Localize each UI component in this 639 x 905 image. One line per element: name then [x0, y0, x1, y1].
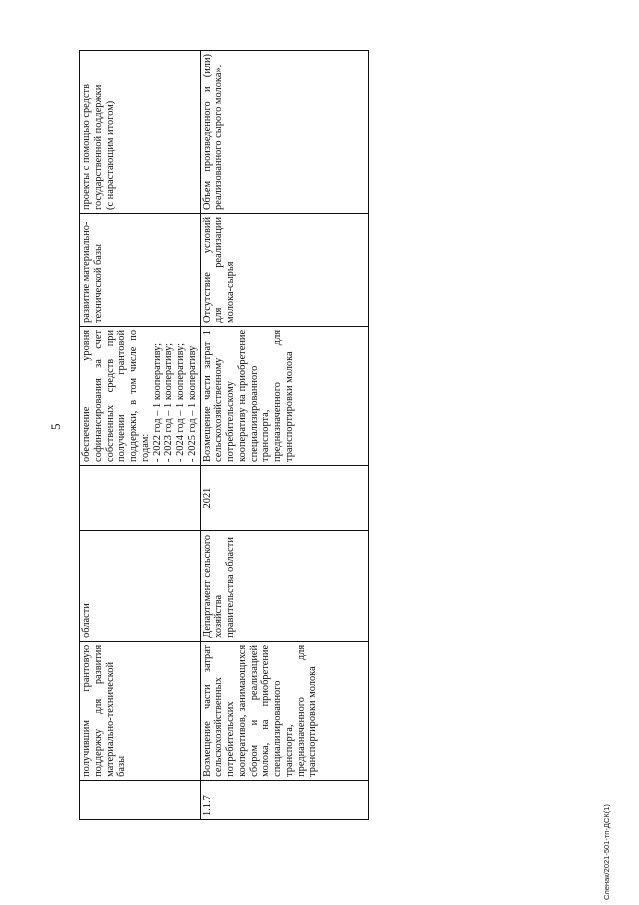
measures-table: [79, 50, 369, 820]
problem-cell: Отсутствие условий для реализации молока-сырья: [200, 213, 368, 326]
indicator-cell: Объем произведенного и (или) реализованного сырого молока».: [200, 51, 368, 214]
result-cell: Возмещение части затрат 1 сельскохозяйственному потребительскому кооперативу на приобретение специализированного транспорта, предназначенного для транспортировки молока: [200, 326, 368, 465]
event-cell: Возмещение части затрат сельскохозяйственных потребительских кооперативов, занимающихся сбором и реализацией молока, на приобретение специализированного транспорта, предназначенного для транспортировки молока: [200, 641, 368, 780]
table-row: [200, 51, 368, 820]
indicator-cell: проекты с помощью средств государственной поддержки (с нарастающим итогом): [80, 51, 201, 214]
year-cell: 2021: [200, 465, 368, 530]
result-cell: обеспечение уровня софинансирования за счет собственных средств при получении грантовой поддержки, в том числе по годам: - 2022 год – 1 кооперативу; - 2023 год – 1 кооперативу; - 2024 год – 1 кооперативу; - 2025 год – 1 кооперативу: [80, 326, 201, 465]
row-number-cell: [80, 780, 201, 819]
rotated-table-container: [79, 50, 359, 820]
row-number-cell: 1.1.7: [200, 780, 368, 819]
responsible-cell: области: [80, 531, 201, 642]
year-cell: [80, 465, 201, 530]
document-reference: Сленак/2021-501-тп-ДСК(1): [602, 804, 611, 900]
responsible-cell: Департамент сельского хозяйства правительства области: [200, 531, 368, 642]
event-cell: получившим грантовую поддержку для развития материально-технической базы: [80, 641, 201, 780]
problem-cell: развитие материально-технической базы: [80, 213, 201, 326]
page-number: 5: [48, 423, 63, 430]
table-row: [80, 51, 201, 820]
